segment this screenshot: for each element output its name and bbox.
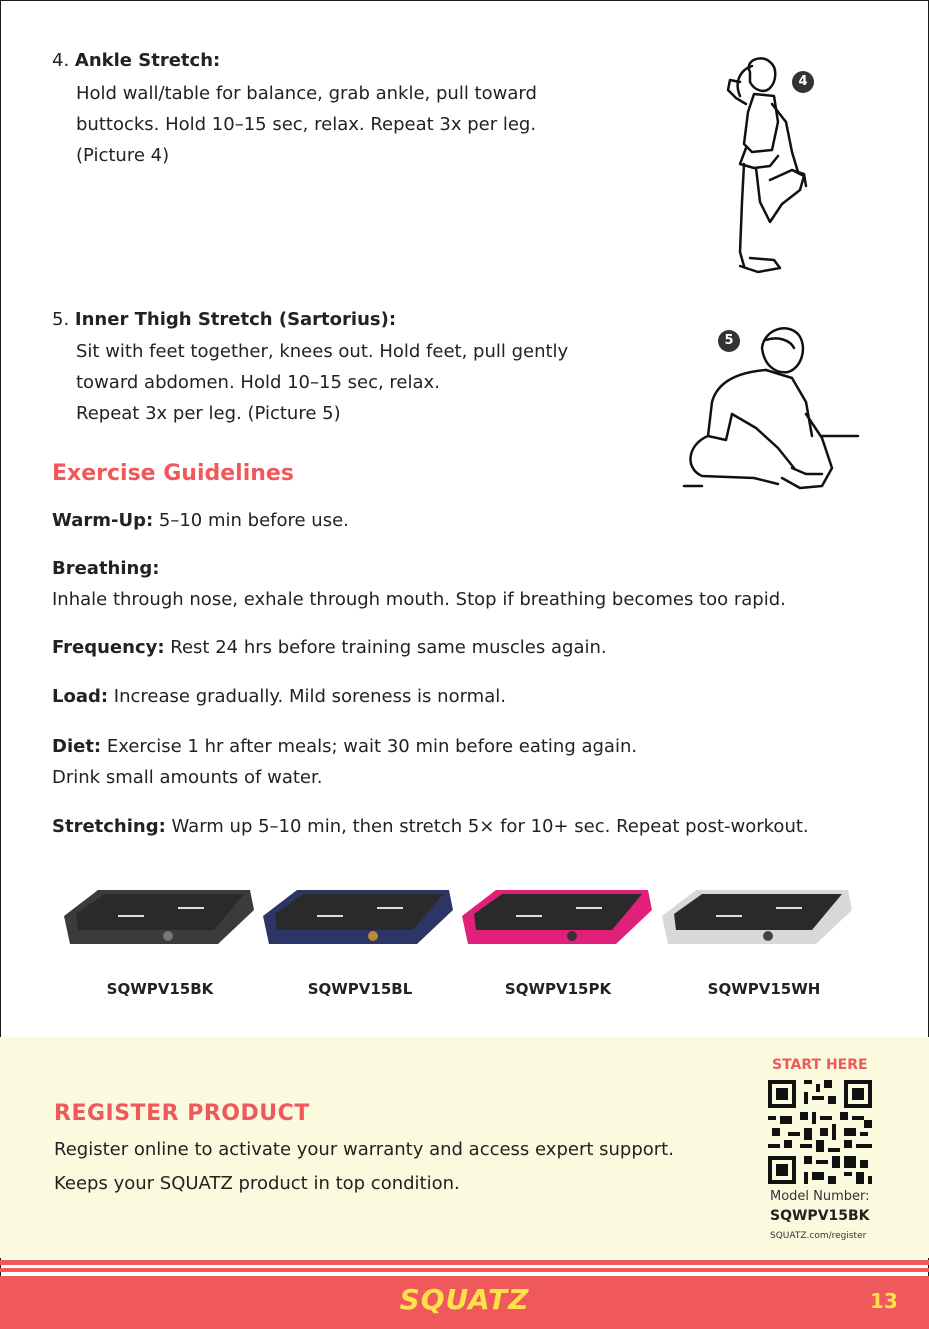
- stretch-4-line: Hold wall/table for balance, grab ankle, pull toward: [76, 83, 537, 104]
- stretch-5-number: 5.: [52, 309, 70, 330]
- product-image-white: [656, 882, 856, 952]
- page-number: 13: [870, 1289, 898, 1313]
- stretch-5-title: [52, 309, 396, 330]
- stretch-5-line: toward abdomen. Hold 10–15 sec, relax.: [76, 372, 440, 393]
- product-model-black: SQWPV15BK: [106, 980, 214, 998]
- guideline-breathing: [52, 553, 852, 615]
- product-model-blue: SQWPV15BL: [307, 980, 413, 998]
- guideline-label: Warm-Up:: [52, 510, 154, 531]
- guideline-stretching: [52, 811, 852, 842]
- guideline-label: Frequency:: [52, 637, 165, 658]
- picture-5-badge: 5: [718, 330, 740, 352]
- stretch-4-line: (Picture 4): [76, 145, 170, 166]
- guideline-warmup: [52, 505, 852, 536]
- stretch-4-name: Ankle Stretch:: [74, 50, 221, 71]
- stretch-4-description: [76, 78, 537, 171]
- model-number-value: SQWPV15BK: [770, 1208, 870, 1224]
- guideline-label: Stretching:: [52, 816, 166, 837]
- guideline-text: Inhale through nose, exhale through mouth. Stop if breathing becomes too rapid.: [52, 589, 786, 610]
- exercise-guidelines-heading: Exercise Guidelines: [52, 461, 294, 486]
- guideline-text: Drink small amounts of water.: [52, 767, 323, 788]
- product-model-white: SQWPV15WH: [707, 980, 821, 998]
- guideline-text: Exercise 1 hr after meals; wait 30 min before eating again.: [101, 736, 638, 757]
- stretch-5-line: Sit with feet together, knees out. Hold feet, pull gently: [76, 341, 569, 362]
- stretch-5-name: Inner Thigh Stretch (Sartorius):: [74, 309, 397, 330]
- guideline-text: Warm up 5–10 min, then stretch 5× for 10+ sec. Repeat post-workout.: [165, 816, 809, 837]
- register-url[interactable]: SQUATZ.com/register: [770, 1231, 867, 1241]
- register-title: REGISTER PRODUCT: [54, 1101, 310, 1126]
- product-image-pink: [456, 882, 656, 952]
- stretch-5-description: [76, 336, 568, 429]
- guideline-label: Load:: [52, 686, 109, 707]
- guideline-text: Rest 24 hrs before training same muscles again.: [164, 637, 607, 658]
- product-image-blue: [257, 882, 457, 952]
- guideline-text: 5–10 min before use.: [153, 510, 349, 531]
- start-here-label: START HERE: [772, 1057, 868, 1073]
- footer-stripe: [0, 1260, 929, 1265]
- guideline-diet: [52, 731, 852, 793]
- register-line-2: Keeps your SQUATZ product in top condition.: [54, 1173, 460, 1194]
- stretch-4-number: 4.: [52, 50, 70, 71]
- guideline-text: Increase gradually. Mild soreness is normal.: [108, 686, 506, 707]
- model-number-label: Model Number:: [770, 1189, 870, 1204]
- stretch-4-line: buttocks. Hold 10–15 sec, relax. Repeat 3x per leg.: [76, 114, 537, 135]
- guideline-label: Diet:: [52, 736, 102, 757]
- guideline-label: Breathing:: [52, 558, 160, 579]
- stretch-5-line: Repeat 3x per leg. (Picture 5): [76, 403, 341, 424]
- stretch-4-title: [52, 50, 220, 71]
- register-qr-code[interactable]: [768, 1080, 872, 1184]
- squatz-logo: SQUATZ: [399, 1283, 530, 1316]
- footer-stripe: [0, 1268, 929, 1272]
- picture-4-badge: 4: [792, 71, 814, 93]
- inner-thigh-stretch-illustration: [682, 318, 860, 510]
- guideline-frequency: [52, 632, 852, 663]
- guideline-load: [52, 681, 852, 712]
- product-model-pink: SQWPV15PK: [504, 980, 612, 998]
- register-line-1: Register online to activate your warranty and access expert support.: [54, 1139, 674, 1160]
- product-image-black: [58, 882, 258, 952]
